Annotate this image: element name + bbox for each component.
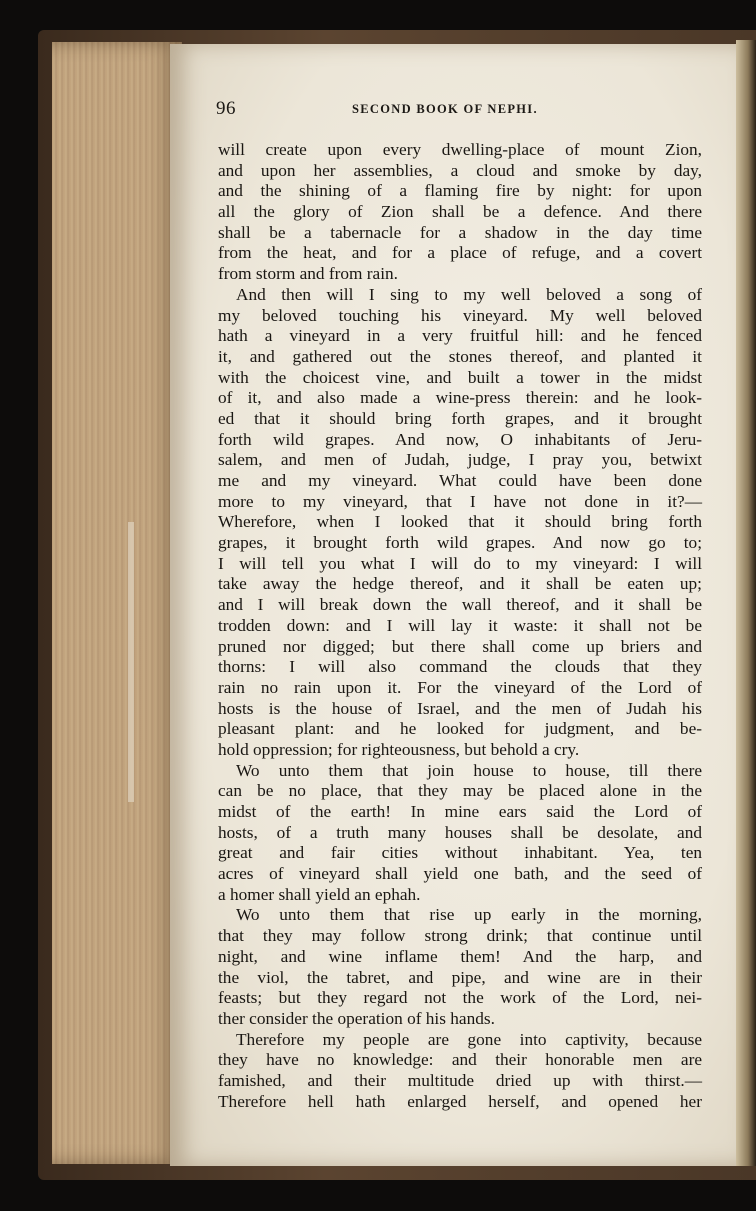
text-line: take away the hedge thereof, and it shall be eaten up; xyxy=(218,574,702,594)
page-title: SECOND BOOK OF NEPHI. xyxy=(352,102,538,116)
text-line: feasts; but they regard not the work of the Lord, nei- xyxy=(218,988,702,1008)
text-line: Therefore hell hath enlarged herself, and opened her xyxy=(218,1091,702,1111)
page-edge-highlight xyxy=(128,522,134,802)
text-line: night, and wine inflame them! And the harp, and xyxy=(218,946,702,966)
text-line: the viol, the tabret, and pipe, and wine are in their xyxy=(218,967,702,987)
text-line: Wherefore, when I looked that it should bring forth xyxy=(218,512,702,532)
text-line: rain no rain upon it. For the vineyard of the Lord of xyxy=(218,677,702,697)
text-line: hold oppression; for righteousness, but behold a cry. xyxy=(218,739,580,759)
text-line: more to my vineyard, that I have not done in it?— xyxy=(218,491,702,511)
page-block-edge xyxy=(52,42,182,1164)
text-line: midst of the earth! In mine ears said the Lord of xyxy=(218,802,702,821)
text-line: hosts, of a truth many houses shall be desolate, and xyxy=(218,822,702,842)
right-page-edge xyxy=(736,40,756,1166)
text-line: from storm and from rain. xyxy=(218,264,398,284)
text-line: they have no knowledge: and their honorable men are xyxy=(218,1050,702,1070)
text-line: pruned nor digged; but there shall come up briers and xyxy=(218,636,702,656)
text-line: from the heat, and for a place of refuge, and a covert xyxy=(218,243,702,263)
text-line: Wo unto them that rise up early in the morning, xyxy=(236,905,702,925)
body-text xyxy=(218,140,702,1112)
text-line: famished, and their multitude dried up with thirst.— xyxy=(218,1070,702,1090)
text-line: thorns: I will also command the clouds that they xyxy=(218,657,702,677)
text-line: forth wild grapes. And now, O inhabitants of Jeru- xyxy=(218,429,702,449)
text-line: grapes, it brought forth wild grapes. And now go to; xyxy=(218,533,702,553)
text-line: pleasant plant: and he looked for judgment, and be- xyxy=(218,719,702,739)
text-line: salem, and men of Judah, judge, I pray you, betwixt xyxy=(218,450,702,470)
text-line: And then will I sing to my well beloved a song of xyxy=(236,284,702,304)
text-line: trodden down: and I will lay it waste: it shall not be xyxy=(218,615,702,635)
text-line: great and fair cities without inhabitant. Yea, ten xyxy=(218,843,702,863)
text-line: hosts is the house of Israel, and the men of Judah his xyxy=(218,698,702,718)
text-line: that they may follow strong drink; that continue until xyxy=(218,926,702,946)
text-line: a homer shall yield an ephah. xyxy=(218,884,421,904)
text-line: hath a vineyard in a very fruitful hill: and he fenced xyxy=(218,326,702,346)
text-line: shall be a tabernacle for a shadow in the day time xyxy=(218,222,702,242)
text-line: I will tell you what I will do to my vineyard: I will xyxy=(218,553,702,573)
text-line: with the choicest vine, and built a tower in the midst xyxy=(218,367,702,387)
text-line: can be no place, that they may be placed alone in the xyxy=(218,781,702,801)
text-line: Therefore my people are gone into captivity, because xyxy=(236,1029,702,1049)
text-line: all the glory of Zion shall be a defence. And there xyxy=(218,202,702,222)
text-line: it, and gathered out the stones thereof, and planted it xyxy=(218,346,702,366)
text-line: my beloved touching his vineyard. My well beloved xyxy=(218,305,702,325)
running-head xyxy=(216,98,698,122)
page-number: 96 xyxy=(216,98,236,119)
text-line: and I will break down the wall thereof, and it shall be xyxy=(218,595,702,615)
text-line: and upon her assemblies, a cloud and smoke by day, xyxy=(218,160,702,180)
text-line: ther consider the operation of his hands. xyxy=(218,1008,495,1028)
text-line: and the shining of a flaming fire by night: for upon xyxy=(218,181,702,201)
text-line: Wo unto them that join house to house, till there xyxy=(236,760,702,780)
text-line: ed that it should bring forth grapes, and it brought xyxy=(218,408,702,428)
text-line: acres of vineyard shall yield one bath, and the seed of xyxy=(218,864,702,884)
text-line: will create upon every dwelling-place of mount Zion, xyxy=(218,140,702,159)
text-line: of it, and also made a wine-press therein: and he look- xyxy=(218,388,702,408)
text-line: me and my vineyard. What could have been done xyxy=(218,471,702,490)
